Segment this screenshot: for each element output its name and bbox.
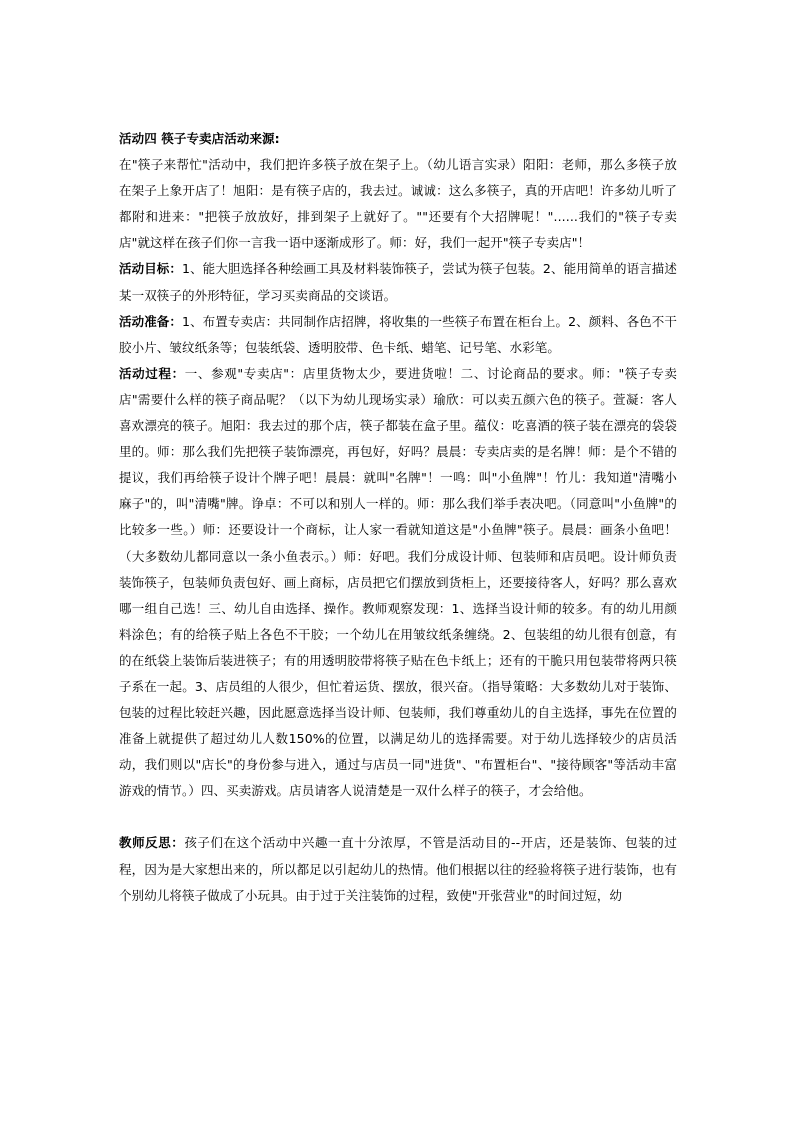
activity-process-text: 一、参观"专卖店"：店里货物太少，要进货啦！二、讨论商品的要求。师："筷子专卖店"需要什么样的筷子商品呢？（以下为幼儿现场实录）瑜欣：可以卖五颜六色的筷子。萱凝：客人喜欢漂亮的筷子。旭阳：我去过的那个店，筷子都装在盒子里。蕴仪：吃喜酒的筷子装在漂亮的袋袋里的。师：那么我们先把筷子装饰漂亮，再包好，好吗？晨晨：专卖店卖的是名牌！师：是个不错的提议，我们再给筷子设计个牌子吧！晨晨：就叫"名牌"！一鸣：叫"小鱼牌"！竹儿：我知道"清嘴小麻子"的，叫"清嘴"牌。诤卓：不可以和别人一样的。师：那么我们举手表决吧。（同意叫"小鱼牌"的比较多一些。）师：还要设计一个商标，让人家一看就知道这是"小鱼牌"筷子。晨晨：画条小鱼吧！（大多数幼儿都同意以一条小鱼表示。）师：好吧。我们分成设计师、包装师和店员吧。设计师负责装饰筷子，包装师负责包好、画上商标，店员把它们摆放到货柜上，还要接待客人，好吗？那么喜欢哪一组自己选！三、幼儿自由选择、操作。教师观察发现：1、选择当设计师的较多。有的幼儿用颜料涂色；有的给筷子贴上各色不干胶；一个幼儿在用皱纹纸条缠绕。2、包装组的幼儿很有创意，有的在纸袋上装饰后装进筷子；有的用透明胶带将筷子贴在色卡纸上；还有的干脆只用包装带将两只筷子系在一起。3、店员组的人很少，但忙着运货、摆放，很兴奋。（指导策略：大多数幼儿对于装饰、包装的过程比较赶兴趣，因此愿意选择当设计师、包装师，我们尊重幼儿的自主选择，事先在位置的准备上就提供了超过幼儿人数150%的位置，以满足幼儿的选择需要。对于幼儿选择较少的店员活动，我们则以"店长"的身份参与进入，通过与店员一同"进货"、"布置柜台"、"接待顾客"等活动丰富游戏的情节。）四、买卖游戏。店员请客人说清楚是一双什么样子的筷子，才会给他。 [119, 365, 677, 799]
document-body [119, 126, 677, 909]
activity-goal-paragraph [119, 256, 677, 308]
activity-source-paragraph [119, 152, 677, 256]
activity-goal-text: 1、能大胆选择各种绘画工具及材料装饰筷子，尝试为筷子包装。2、能用简单的语言描述某一双筷子的外形特征，学习买卖商品的交谈语。 [119, 261, 677, 303]
activity-goal-label: 活动目标： [119, 261, 183, 277]
activity-process-paragraph [119, 361, 677, 805]
teacher-reflection-label: 教师反思： [119, 835, 185, 851]
activity-prep-paragraph [119, 309, 677, 361]
activity-process-label: 活动过程： [119, 365, 185, 381]
paragraph-spacer [119, 804, 677, 830]
teacher-reflection-paragraph [119, 830, 677, 908]
activity-prep-text: 1、布置专卖店：共同制作店招牌，将收集的一些筷子布置在柜台上。2、颜料、各色不干胶小片、皱纹纸条等；包装纸袋、透明胶带、色卡纸、蜡笔、记号笔、水彩笔。 [119, 313, 677, 355]
activity-source-text: 在"筷子来帮忙"活动中，我们把许多筷子放在架子上。（幼儿语言实录）阳阳：老师，那么多筷子放在架子上象开店了！旭阳：是有筷子店的，我去过。诚诚：这么多筷子，真的开店吧！许多幼儿听了都附和进来："把筷子放放好，排到架子上就好了。""还要有个大招牌呢！"......我们的"筷子专卖店"就这样在孩子们你一言我一语中逐渐成形了。师：好，我们一起开"筷子专卖店"！ [119, 157, 677, 251]
teacher-reflection-text: 孩子们在这个活动中兴趣一直十分浓厚，不管是活动目的--开店，还是装饰、包装的过程，因为是大家想出来的，所以都足以引起幼儿的热情。他们根据以往的经验将筷子进行装饰，也有个别幼儿将筷子做成了小玩具。由于过于关注装饰的过程，致使"开张营业"的时间过短，幼 [119, 835, 677, 903]
document-title: 活动四 筷子专卖店活动来源: [119, 131, 280, 146]
activity-prep-label: 活动准备： [119, 313, 183, 329]
